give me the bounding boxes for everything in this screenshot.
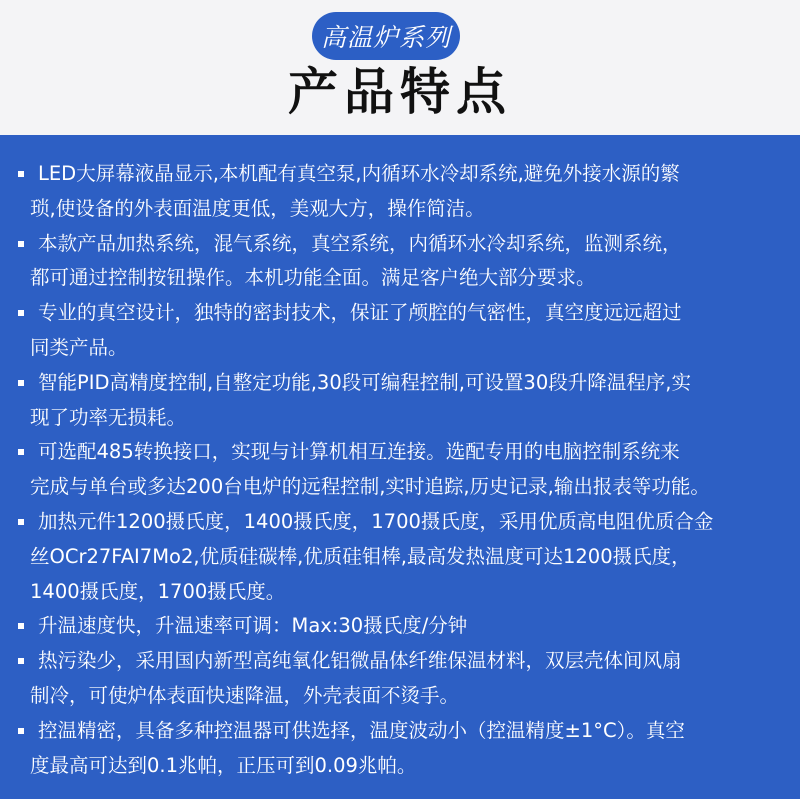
series-badge [312, 12, 460, 60]
feature-item [0, 227, 800, 297]
feature-line: 制冷，可使炉体表面快速降温，外壳表面不烫手。 [30, 683, 460, 707]
bullet-icon [18, 449, 24, 455]
features-panel [0, 135, 800, 799]
bullet-icon [18, 171, 24, 177]
feature-line: 都可通过控制按钮操作。本机功能全面。满足客户绝大部分要求。 [30, 266, 596, 290]
feature-item [0, 157, 800, 227]
feature-line: 丝OCr27FAI7Mo2,优质硅碳棒,优质硅钼棒,最高发热温度可达1200摄氏度， [30, 544, 691, 568]
series-label: 高温炉系列 [320, 23, 451, 52]
feature-list [0, 157, 800, 783]
feature-line: 可选配485转换接口，实现与计算机相互连接。选配专用的电脑控制系统来 [38, 440, 680, 464]
feature-line: 完成与单台或多达200台电炉的远程控制,实时追踪,历史记录,输出报表等功能。 [30, 475, 710, 499]
feature-item [0, 609, 800, 644]
feature-item [0, 714, 800, 784]
feature-line: 现了功率无损耗。 [30, 405, 187, 429]
bullet-icon [18, 241, 24, 247]
feature-line: 琐,使设备的外表面温度更低，美观大方，操作简洁。 [30, 196, 485, 220]
feature-line: 本款产品加热系统，混气系统，真空系统，内循环水冷却系统，监测系统， [38, 231, 682, 255]
page-title: 产品特点 [288, 63, 512, 121]
feature-line: 度最高可达到0.1兆帕，正压可到0.09兆帕。 [30, 753, 417, 777]
feature-line: 同类产品。 [30, 335, 128, 359]
feature-line: LED大屏幕液晶显示,本机配有真空泵,内循环水冷却系统,避免外接水源的繁 [38, 162, 680, 185]
bullet-icon [18, 728, 24, 734]
feature-item [0, 296, 800, 366]
feature-item [0, 435, 800, 505]
bullet-icon [18, 658, 24, 664]
feature-item [0, 644, 800, 714]
feature-line: 专业的真空设计，独特的密封技术，保证了颅腔的气密性，真空度远远超过 [38, 301, 682, 325]
bullet-icon [18, 310, 24, 316]
feature-line: 加热元件1200摄氏度，1400摄氏度，1700摄氏度，采用优质高电阻优质合金 [38, 509, 714, 533]
bullet-icon [18, 623, 24, 629]
feature-line: 控温精密，具备多种控温器可供选择，温度波动小（控温精度±1°C）。真空 [38, 718, 685, 742]
feature-line: 智能PID高精度控制,自整定功能,30段可编程控制,可设置30段升降温程序,实 [38, 370, 691, 394]
feature-line: 1400摄氏度，1700摄氏度。 [30, 579, 286, 603]
feature-line: 升温速度快，升温速率可调：Max:30摄氏度/分钟 [38, 614, 468, 638]
feature-item [0, 366, 800, 436]
feature-line: 热污染少，采用国内新型高纯氧化铝微晶体纤维保温材料，双层壳体间风扇 [38, 649, 682, 673]
bullet-icon [18, 519, 24, 525]
feature-item [0, 505, 800, 609]
bullet-icon [18, 380, 24, 386]
